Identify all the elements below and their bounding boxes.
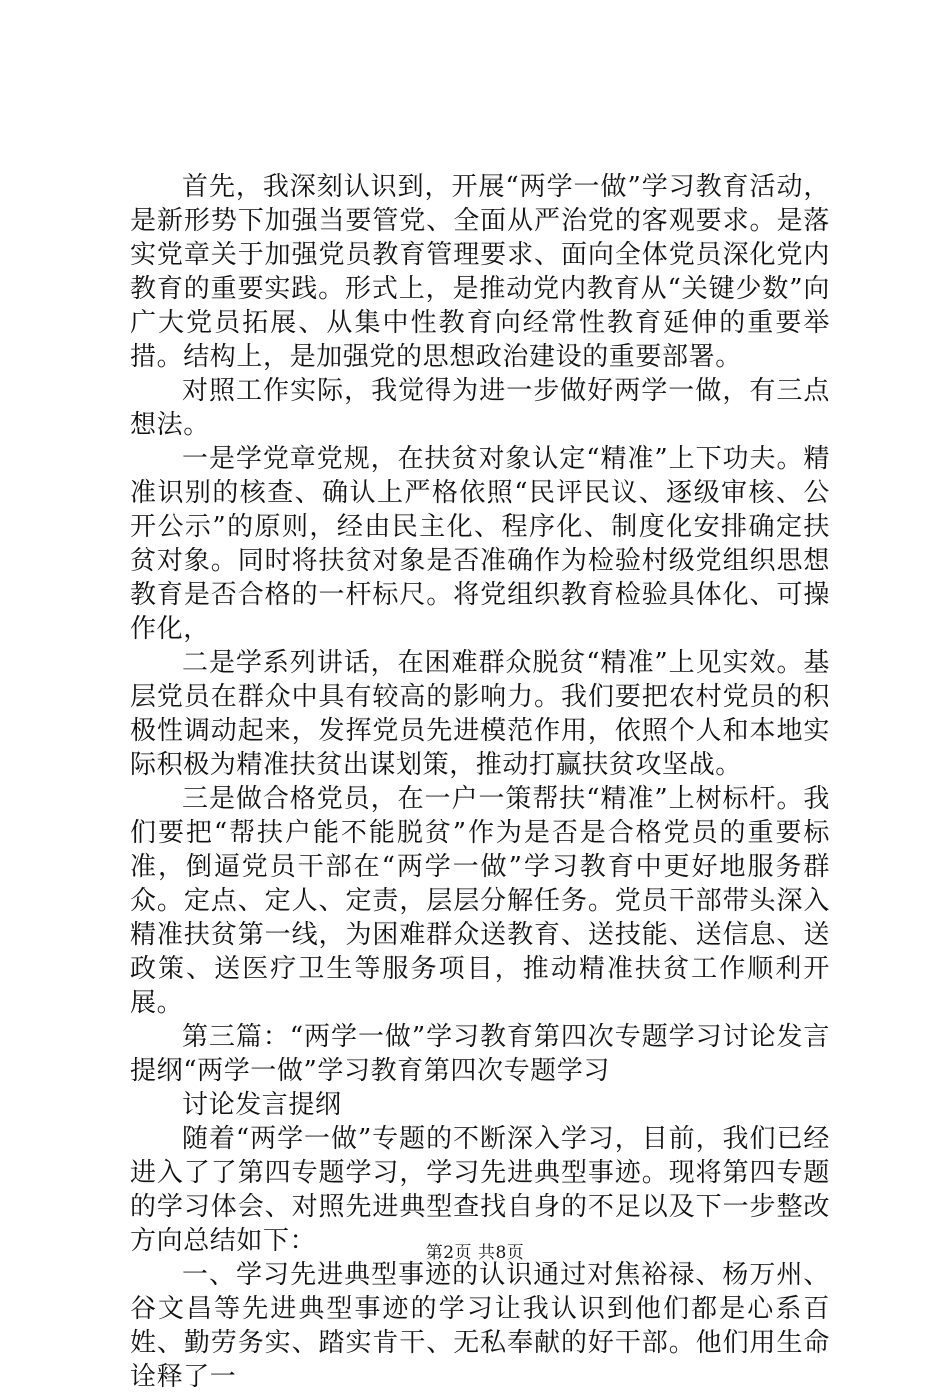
paragraph-4: 二是学系列讲话，在困难群众脱贫“精准”上见实效。基层党员在群众中具有较高的影响力。我们要把农村党员的积极性调动起来，发挥党员先进模范作用，依照个人和本地实际积极为精准扶贫出谋划策，推动打赢扶贫攻坚战。: [130, 648, 830, 780]
paragraph-3: 一是学党章党规，在扶贫对象认定“精准”上下功夫。精准识别的核查、确认上严格依照“民评民议、逐级审核、公开公示”的原则，经由民主化、程序化、制度化安排确定扶贫对象。同时将扶贫对象是否准确作为检验村级党组织思想教育是否合格的一杆标尺。将党组织教育检验具体化、可操作化，: [130, 444, 830, 644]
document-body: [130, 170, 830, 1394]
paragraph-7: 一、学习先进典型事迹的认识通过对焦裕禄、杨万州、谷文昌等先进典型事迹的学习让我认识到他们都是心系百姓、勤劳务实、踏实肯干、无私奉献的好干部。他们用生命诠释了一: [130, 1260, 830, 1392]
section-heading: 第三篇：“两学一做”学习教育第四次专题学习讨论发言提纲“两学一做”学习教育第四次专题学习: [130, 1022, 830, 1086]
section-subheading: 讨论发言提纲: [182, 1090, 342, 1120]
paragraph-2: 对照工作实际，我觉得为进一步做好两学一做，有三点想法。: [130, 376, 830, 440]
paragraph-1: 首先，我深刻认识到，开展“两学一做”学习教育活动，是新形势下加强当要管党、全面从严治党的客观要求。是落实党章关于加强党员教育管理要求、面向全体党员深化党内教育的重要实践。形式上，是推动党内教育从“关键少数”向广大党员拓展、从集中性教育向经常性教育延伸的重要举措。结构上，是加强党的思想政治建设的重要部署。: [130, 172, 830, 372]
paragraph-6: 随着“两学一做”专题的不断深入学习，目前，我们已经进入了了第四专题学习，学习先进典型事迹。现将第四专题的学习体会、对照先进典型查找自身的不足以及下一步整改方向总结如下：: [130, 1124, 830, 1256]
page-number-footer: 第2页 共8页: [425, 1243, 525, 1263]
paragraph-5: 三是做合格党员，在一户一策帮扶“精准”上树标杆。我们要把“帮扶户能不能脱贫”作为是否是合格党员的重要标准，倒逼党员干部在“两学一做”学习教育中更好地服务群众。定点、定人、定责，层层分解任务。党员干部带头深入精准扶贫第一线，为困难群众送教育、送技能、送信息、送政策、送医疗卫生等服务项目，推动精准扶贫工作顺利开展。: [130, 784, 830, 1018]
